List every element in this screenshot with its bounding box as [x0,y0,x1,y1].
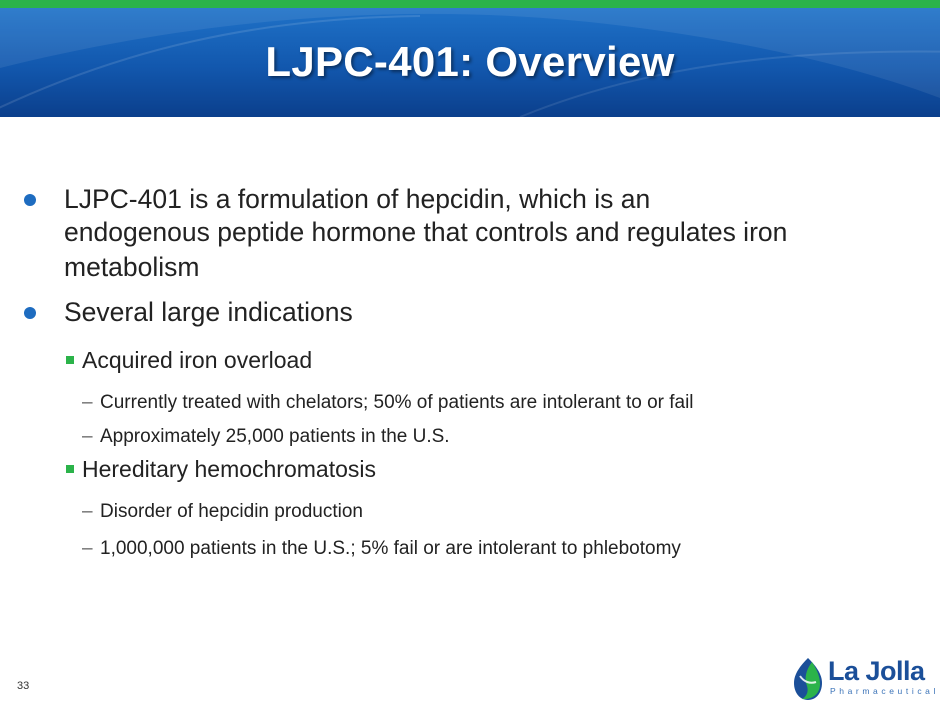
slide-title: LJPC-401: Overview [265,38,675,85]
title-banner [0,8,940,117]
dash-bullet-icon: – [82,426,93,447]
logo-subtitle: Pharmaceutical [830,686,939,696]
dash-bullet-icon: – [82,501,93,522]
logo-name: La Jolla [828,656,925,686]
detail-patients-us-acquired: Approximately 25,000 patients in the U.S. [100,426,450,447]
bullet-indications: Several large indications [64,297,353,327]
top-accent-stripe [0,0,940,8]
square-bullet-icon [66,356,74,364]
sub-bullet-hereditary-hemochromatosis: Hereditary hemochromatosis [82,456,377,482]
page-number: 33 [17,680,30,692]
bullet-hepcidin-line-2: endogenous peptide hormone that controls and regulates iron [64,217,788,247]
sub-bullet-acquired-iron-overload: Acquired iron overload [82,347,313,373]
bullet-hepcidin-line-3: metabolism [64,252,200,282]
detail-hepcidin-disorder: Disorder of hepcidin production [100,501,363,522]
company-logo [790,656,939,702]
detail-patients-us-hereditary: 1,000,000 patients in the U.S.; 5% fail or are intolerant to phlebotomy [100,538,681,559]
detail-chelators: Currently treated with chelators; 50% of patients are intolerant to or fail [100,392,694,413]
bullet-dot-icon [24,307,36,319]
dash-bullet-icon: – [82,392,93,413]
logo-droplet-icon [790,656,826,702]
square-bullet-icon [66,465,74,473]
bullet-dot-icon [24,194,36,206]
dash-bullet-icon: – [82,538,93,559]
bullet-hepcidin-line-1: LJPC-401 is a formulation of hepcidin, which is an [64,184,651,214]
